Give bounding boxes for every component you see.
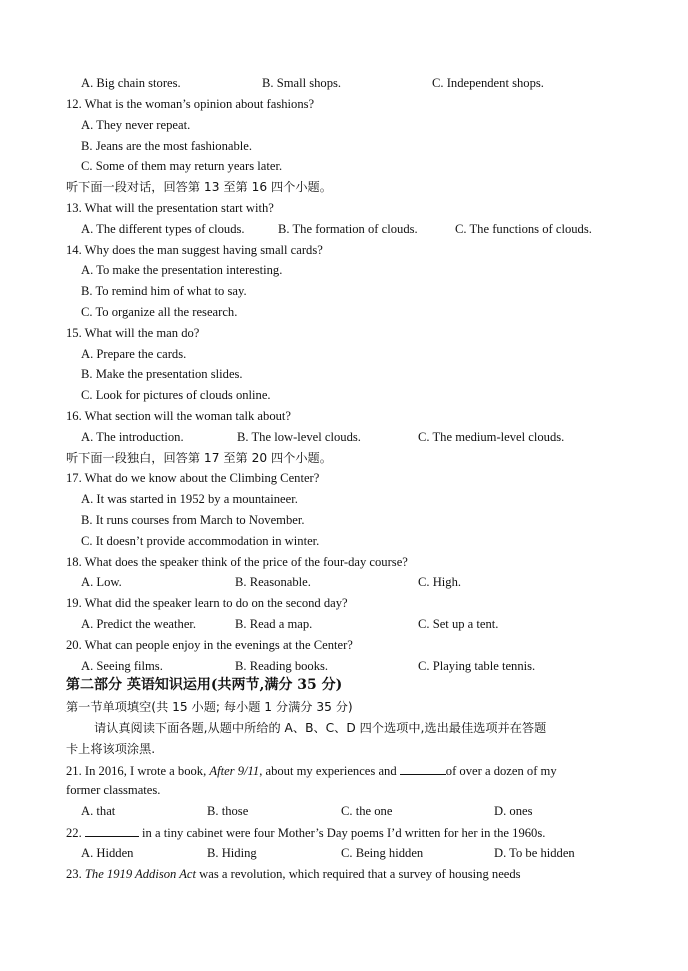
instructions-line2: 卡上将该项涂黑. [66,742,156,756]
q18-option-a: A. Low. [81,575,122,589]
q17-option-b: B. It runs courses from March to November. [81,513,305,527]
q21-book-title: After 9/11 [209,764,260,778]
q15-option-c: C. Look for pictures of clouds online. [81,388,271,402]
q13-option-a: A. The different types of clouds. [81,222,245,236]
instructions-line1: 请认真阅读下面各题,从题中所给的 A、B、C、D 四个选项中,选出最佳选项并在答题 [94,721,547,735]
q23-stem-post: was a revolution, which required that a survey of housing needs [196,867,521,881]
q22-number: 22. [66,826,85,840]
q23-stem [66,866,521,882]
q19-option-b: B. Read a map. [235,617,313,631]
q13-stem: 13. What will the presentation start with? [66,201,274,215]
q16-option-c: C. The medium-level clouds. [418,430,565,444]
q23-number: 23. [66,867,85,881]
q18-option-b: B. Reasonable. [235,575,311,589]
q14-option-b: B. To remind him of what to say. [81,284,247,298]
q21-answer-blank [400,762,446,775]
q21-stem-pre: 21. In 2016, I wrote a book, [66,764,210,778]
q19-option-a: A. Predict the weather. [81,617,197,631]
q13-option-c: C. The functions of clouds. [455,222,592,236]
q21-stem-line2: former classmates. [66,783,161,797]
q19-option-c: C. Set up a tent. [418,617,499,631]
q21-stem-end: of over a dozen of my [445,764,557,778]
q20-option-c: C. Playing table tennis. [418,659,536,673]
q21-option-c: C. the one [341,804,393,818]
section-heading-17-20: 听下面一段独白，回答第 17 至第 20 四个小题。 [66,451,332,465]
q14-option-a: A. To make the presentation interesting. [81,263,283,277]
q13-option-b: B. The formation of clouds. [278,222,418,236]
q20-option-a: A. Seeing films. [81,659,163,673]
q17-stem: 17. What do we know about the Climbing Center? [66,471,320,485]
q16-option-b: B. The low-level clouds. [237,430,361,444]
q14-stem: 14. Why does the man suggest having small cards? [66,243,323,257]
q12-stem: 12. What is the woman’s opinion about fashions? [66,97,315,111]
q18-option-c: C. High. [418,575,462,589]
q12-option-a: A. They never repeat. [81,118,191,132]
q11-option-a: A. Big chain stores. [81,76,181,90]
q21-option-d: D. ones [494,804,533,818]
q15-stem: 15. What will the man do? [66,326,200,340]
q22-option-c: C. Being hidden [341,846,424,860]
q17-option-c: C. It doesn’t provide accommodation in winter. [81,534,320,548]
q11-option-b: B. Small shops. [262,76,342,90]
q15-option-b: B. Make the presentation slides. [81,367,243,381]
q22-answer-blank [85,824,139,837]
q18-stem: 18. What does the speaker think of the price of the four-day course? [66,555,408,569]
q21-option-a: A. that [81,804,116,818]
q20-stem: 20. What can people enjoy in the evenings at the Center? [66,638,353,652]
q12-option-c: C. Some of them may return years later. [81,159,283,173]
q21-stem [66,762,557,779]
q22-option-a: A. Hidden [81,846,134,860]
q20-option-b: B. Reading books. [235,659,329,673]
q23-act-title: The 1919 Addison Act [84,867,197,881]
q22-option-b: B. Hiding [207,846,257,860]
q22-stem-post: in a tiny cabinet were four Mother’s Day poems I’d written for her in the 1960s. [138,826,546,840]
q21-stem-post: , about my experiences and [259,764,400,778]
part2-title: 第二部分 英语知识运用(共两节,满分 35 分) [66,677,343,693]
q14-option-c: C. To organize all the research. [81,305,238,319]
q17-option-a: A. It was started in 1952 by a mountaineer. [81,492,298,506]
q16-option-a: A. The introduction. [81,430,184,444]
q11-option-c: C. Independent shops. [432,76,544,90]
q21-option-b: B. those [207,804,249,818]
q12-option-b: B. Jeans are the most fashionable. [81,139,253,153]
q16-stem: 16. What section will the woman talk about? [66,409,292,423]
q22-option-d: D. To be hidden [494,846,575,860]
q19-stem: 19. What did the speaker learn to do on the second day? [66,596,348,610]
part2-section1-heading: 第一节单项填空(共 15 小题; 每小题 1 分满分 35 分) [66,700,353,714]
section-heading-13-16: 听下面一段对话，回答第 13 至第 16 四个小题。 [66,180,332,194]
q22-stem [66,824,545,841]
q15-option-a: A. Prepare the cards. [81,347,187,361]
